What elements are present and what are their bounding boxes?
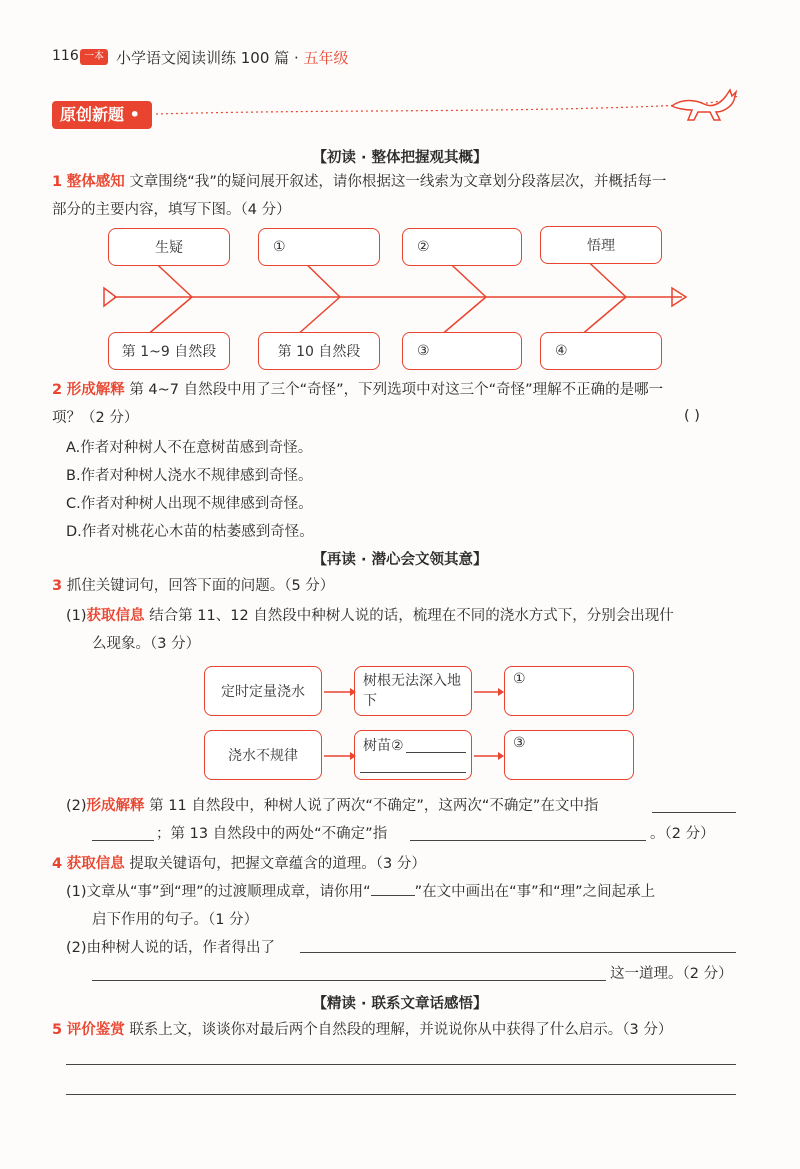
fishbone-top-box-4: 悟理 (540, 226, 662, 264)
q4-part1 (66, 878, 655, 906)
q3-p1-line2: 么现象。（3 分） (92, 636, 201, 652)
fishbone-top-box-2[interactable]: ① (258, 228, 380, 266)
flow-answer-2-label: 树苗② (363, 738, 404, 754)
q3-p2-blank-3[interactable] (410, 840, 646, 841)
fishbone-top-box-3[interactable]: ② (402, 228, 522, 266)
q4-p2: (2)由种树人说的话，作者得出了 (66, 940, 276, 956)
q2-option-b[interactable]: B.作者对种树人浇水不规律感到奇怪。 (66, 468, 313, 484)
q2-text: 第 4~7 自然段中用了三个“奇怪”，下列选项中对这三个“奇怪”理解不正确的是哪一 (129, 382, 664, 398)
q5-answer-line-2[interactable] (66, 1094, 736, 1095)
section-title-close-reading: 【精读 · 联系文章话感悟】 (312, 996, 488, 1012)
fishbone-top-box-1: 生疑 (108, 228, 230, 266)
q1-type: 整体感知 (66, 174, 125, 190)
q3-p2-prefix: (2) (66, 798, 87, 814)
question-5 (52, 1016, 752, 1044)
q4-underline-sample (371, 881, 415, 896)
q3-p2-text: 第 11 自然段中，种树人说了两次“不确定”，这两次“不确定”在文中指 (149, 798, 599, 814)
question-4 (52, 850, 426, 878)
q3-p1-type: 获取信息 (86, 608, 145, 624)
q3-part2 (66, 792, 598, 820)
section-title-first-reading: 【初读 · 整体把握观其概】 (312, 150, 488, 166)
page-number: 116 (52, 48, 79, 64)
question-2 (52, 376, 752, 404)
q2-option-c[interactable]: C.作者对种树人出现不规律感到奇怪。 (66, 496, 313, 512)
brand-logo: 一本 (80, 49, 108, 65)
cat-icon (668, 84, 740, 124)
q4-p1-line2: 启下作用的句子。（1 分） (92, 912, 259, 928)
original-question-badge: 原创新题 • (52, 101, 152, 129)
q3-number: 3 (52, 578, 63, 594)
q4-type: 获取信息 (66, 856, 125, 872)
q3-p1-text: 结合第 11、12 自然段中种树人说的话，梳理在不同的浇水方式下，分别会出现什 (149, 608, 674, 624)
flow-box-roots-shallow: 树根无法深入地下 (354, 666, 472, 716)
q3-p2-line2: ；第 13 自然段中的两处“不确定”指 (156, 826, 388, 842)
q3-part1 (66, 602, 756, 630)
title-separator: · (293, 49, 299, 67)
fishbone-bottom-box-3[interactable]: ③ (402, 332, 522, 370)
q5-number: 5 (52, 1022, 63, 1038)
flow-box-answer-3[interactable]: ③ (504, 730, 634, 780)
decorative-dotted-line (150, 86, 750, 130)
q1-number: 1 (52, 174, 63, 190)
book-title (116, 47, 349, 68)
section-title-second-reading: 【再读 · 潜心会文领其意】 (312, 552, 488, 568)
flow-answer-2-blank-2[interactable] (360, 772, 466, 773)
fishbone-bottom-box-2: 第 10 自然段 (258, 332, 380, 370)
flow-box-irregular-watering: 浇水不规律 (204, 730, 322, 780)
fishbone-bottom-box-4[interactable]: ④ (540, 332, 662, 370)
q5-text: 联系上文，谈谈你对最后两个自然段的理解，并说说你从中获得了什么启示。（3 分） (129, 1022, 673, 1038)
q3-p2-blank-2[interactable] (92, 840, 154, 841)
q4-text: 提取关键语句，把握文章蕴含的道理。（3 分） (129, 856, 426, 872)
q1-text: 文章围绕“我”的疑问展开叙述，请你根据这一线索为文章划分段落层次，并概括每一 (129, 174, 667, 190)
q3-p2-line2-end: 。（2 分） (650, 826, 715, 842)
q4-p2-blank-2[interactable] (92, 980, 606, 981)
q4-p2-blank-1[interactable] (300, 952, 736, 953)
q4-p1-a: (1)文章从“事”到“理”的过渡顺理成章，请你用“ (66, 884, 371, 900)
q1-text-line2: 部分的主要内容，填写下图。（4 分） (52, 202, 291, 218)
q3-p2-blank-1[interactable] (652, 812, 736, 813)
flow-box-regular-watering: 定时定量浇水 (204, 666, 322, 716)
question-1 (52, 168, 752, 196)
q2-option-d[interactable]: D.作者对桃花心木苗的枯萎感到奇怪。 (66, 524, 314, 540)
q3-text: 抓住关键词句，回答下面的问题。（5 分） (66, 578, 335, 594)
q5-type: 评价鉴赏 (66, 1022, 125, 1038)
q3-p1-prefix: (1) (66, 608, 87, 624)
q5-answer-line-1[interactable] (66, 1064, 736, 1065)
q4-p2-end: 这一道理。（2 分） (610, 966, 733, 982)
q2-type: 形成解释 (66, 382, 125, 398)
q2-answer-paren[interactable]: ( ) (684, 408, 700, 424)
grade-label: 五年级 (303, 49, 349, 67)
fishbone-bottom-box-1: 第 1~9 自然段 (108, 332, 230, 370)
q2-text-line2: 项？（2 分） (52, 410, 139, 426)
q3-p2-type: 形成解释 (86, 798, 145, 814)
q2-number: 2 (52, 382, 63, 398)
question-3 (52, 572, 334, 600)
flow-arrows (322, 680, 512, 770)
q4-number: 4 (52, 856, 63, 872)
flow-box-answer-1[interactable]: ① (504, 666, 634, 716)
book-title-text: 小学语文阅读训练 100 篇 (116, 49, 290, 67)
q4-p1-b: ”在文中画出在“事”和“理”之间起承上 (414, 884, 656, 900)
q2-option-a[interactable]: A.作者对种树人不在意树苗感到奇怪。 (66, 440, 313, 456)
